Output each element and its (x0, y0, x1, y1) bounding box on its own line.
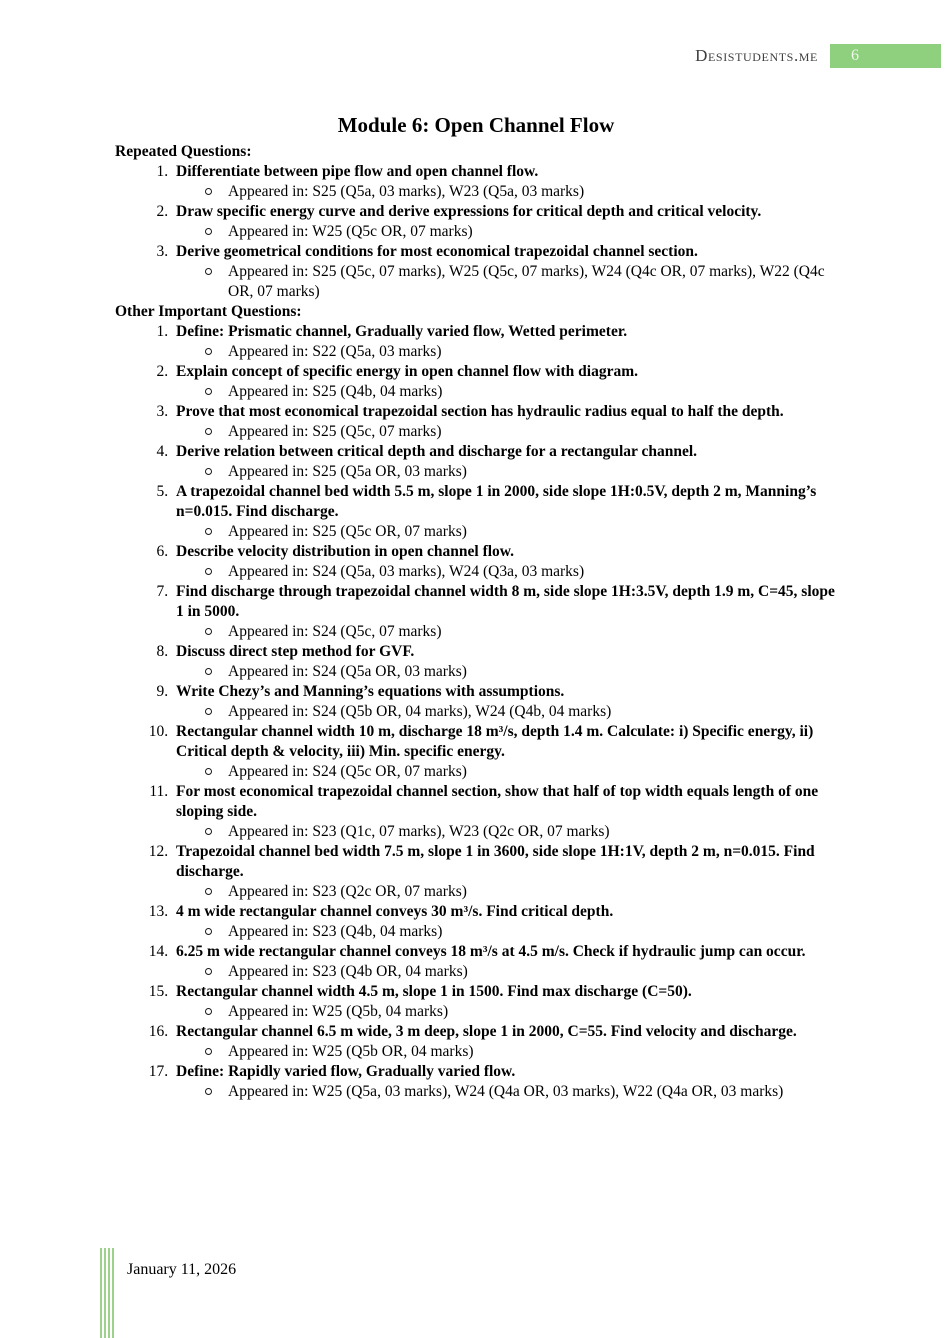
question-text: 10. Rectangular channel width 10 m, discharge 18 m³/s, depth 1.4 m. Calculate: i) Specific energy, ii) Critical depth & velocity, iii) Min. specific energy. (176, 723, 814, 760)
question-text: 11. For most economical trapezoidal channel section, show that half of top width equals length of one sloping side. (176, 783, 819, 820)
circle-bullet-icon (205, 1008, 212, 1015)
circle-bullet-icon (205, 888, 212, 895)
question-item (172, 842, 837, 902)
appeared-in-line (176, 562, 837, 582)
question-item (172, 642, 837, 682)
appeared-in-text: Appeared in: S24 (Q5c OR, 07 marks) (228, 763, 467, 780)
appeared-in-text: Appeared in: S24 (Q5c, 07 marks) (228, 623, 442, 640)
question-text: 3. Derive geometrical conditions for most economical trapezoidal channel section. (176, 243, 698, 260)
appeared-in-text: Appeared in: S25 (Q5c OR, 07 marks) (228, 523, 467, 540)
question-item (172, 442, 837, 482)
question-text: 5. A trapezoidal channel bed width 5.5 m, slope 1 in 2000, side slope 1H:0.5V, depth 2 m, Manning’s n=0.015. Find discharge. (176, 483, 817, 520)
appeared-in-line (176, 662, 837, 682)
appeared-in-text: Appeared in: S22 (Q5a, 03 marks) (228, 343, 442, 360)
question-item (172, 482, 837, 542)
circle-bullet-icon (205, 968, 212, 975)
circle-bullet-icon (205, 568, 212, 575)
circle-bullet-icon (205, 628, 212, 635)
circle-bullet-icon (205, 928, 212, 935)
question-text: 15. Rectangular channel width 4.5 m, slope 1 in 1500. Find max discharge (C=50). (176, 983, 692, 1000)
appeared-in-line (176, 522, 837, 542)
question-item (172, 942, 837, 982)
appeared-in-line (176, 1082, 837, 1102)
circle-bullet-icon (205, 528, 212, 535)
question-text: 6. Describe velocity distribution in open channel flow. (176, 543, 514, 560)
appeared-in-line (176, 182, 837, 202)
appeared-in-text: Appeared in: S24 (Q5a, 03 marks), W24 (Q3a, 03 marks) (228, 563, 585, 580)
circle-bullet-icon (205, 188, 212, 195)
question-item (172, 582, 837, 642)
appeared-in-text: Appeared in: S25 (Q5c, 07 marks), W25 (Q5c, 07 marks), W24 (Q4c OR, 07 marks), W22 (Q4c OR, 07 marks) (228, 263, 825, 300)
appeared-in-text: Appeared in: S23 (Q4b, 04 marks) (228, 923, 443, 940)
question-item (172, 362, 837, 402)
appeared-in-text: Appeared in: W25 (Q5b OR, 04 marks) (228, 1043, 474, 1060)
appeared-in-line (176, 702, 837, 722)
footer-date: January 11, 2026 (127, 1261, 237, 1278)
question-text: 13. 4 m wide rectangular channel conveys 30 m³/s. Find critical depth. (176, 903, 614, 920)
question-text: 12. Trapezoidal channel bed width 7.5 m, slope 1 in 3600, side slope 1H:1V, depth 2 m, n=0.015. Find discharge. (176, 843, 815, 880)
appeared-in-line (176, 822, 837, 842)
appeared-in-text: Appeared in: S24 (Q5b OR, 04 marks), W24 (Q4b, 04 marks) (228, 703, 612, 720)
appeared-in-text: Appeared in: W25 (Q5b, 04 marks) (228, 1003, 449, 1020)
page-number-badge: 6 (830, 44, 941, 68)
appeared-in-text: Appeared in: S23 (Q2c OR, 07 marks) (228, 883, 467, 900)
question-text: 7. Find discharge through trapezoidal channel width 8 m, side slope 1H:3.5V, depth 1.9 m, C=45, slope 1 in 5000. (176, 583, 835, 620)
appeared-in-line (176, 1042, 837, 1062)
appeared-in-line (176, 222, 837, 242)
question-item (172, 242, 837, 302)
appeared-in-line (176, 342, 837, 362)
appeared-in-line (176, 422, 837, 442)
appeared-in-text: Appeared in: S23 (Q1c, 07 marks), W23 (Q2c OR, 07 marks) (228, 823, 610, 840)
appeared-in-text: Appeared in: S25 (Q5a, 03 marks), W23 (Q5a, 03 marks) (228, 183, 585, 200)
appeared-in-line (176, 1002, 837, 1022)
question-text: 2. Draw specific energy curve and derive expressions for critical depth and critical velocity. (176, 203, 762, 220)
document-content (115, 112, 837, 1102)
question-item (172, 322, 837, 362)
circle-bullet-icon (205, 1048, 212, 1055)
question-item (172, 542, 837, 582)
question-list (115, 162, 837, 302)
question-text: 3. Prove that most economical trapezoidal section has hydraulic radius equal to half the depth. (176, 403, 784, 420)
question-item (172, 162, 837, 202)
appeared-in-text: Appeared in: W25 (Q5a, 03 marks), W24 (Q4a OR, 03 marks), W22 (Q4a OR, 03 marks) (228, 1083, 784, 1100)
section-heading: Repeated Questions: (115, 143, 252, 160)
circle-bullet-icon (205, 1088, 212, 1095)
question-sections (115, 142, 837, 1102)
circle-bullet-icon (205, 468, 212, 475)
appeared-in-text: Appeared in: W25 (Q5c OR, 07 marks) (228, 223, 473, 240)
appeared-in-line (176, 882, 837, 902)
appeared-in-line (176, 922, 837, 942)
question-list (115, 322, 837, 1102)
question-text: 1. Differentiate between pipe flow and open channel flow. (176, 163, 539, 180)
site-name: Desistudents.me (695, 46, 818, 65)
appeared-in-text: Appeared in: S25 (Q4b, 04 marks) (228, 383, 443, 400)
appeared-in-text: Appeared in: S24 (Q5a OR, 03 marks) (228, 663, 467, 680)
circle-bullet-icon (205, 708, 212, 715)
question-text: 17. Define: Rapidly varied flow, Gradually varied flow. (176, 1063, 516, 1080)
appeared-in-text: Appeared in: S25 (Q5a OR, 03 marks) (228, 463, 467, 480)
appeared-in-text: Appeared in: S23 (Q4b OR, 04 marks) (228, 963, 468, 980)
circle-bullet-icon (205, 228, 212, 235)
question-item (172, 682, 837, 722)
green-ruler-lines-icon (100, 1248, 114, 1338)
appeared-in-line (176, 262, 837, 302)
appeared-in-line (176, 462, 837, 482)
question-text: 8. Discuss direct step method for GVF. (176, 643, 415, 660)
question-item (172, 722, 837, 782)
question-item (172, 782, 837, 842)
section-heading: Other Important Questions: (115, 303, 302, 320)
question-item (172, 402, 837, 442)
appeared-in-line (176, 622, 837, 642)
circle-bullet-icon (205, 388, 212, 395)
appeared-in-line (176, 962, 837, 982)
circle-bullet-icon (205, 828, 212, 835)
question-item (172, 982, 837, 1022)
question-text: 14. 6.25 m wide rectangular channel conveys 18 m³/s at 4.5 m/s. Check if hydraulic jump can occur. (176, 943, 806, 960)
appeared-in-text: Appeared in: S25 (Q5c, 07 marks) (228, 423, 442, 440)
question-text: 2. Explain concept of specific energy in open channel flow with diagram. (176, 363, 638, 380)
appeared-in-line (176, 762, 837, 782)
question-item (172, 1022, 837, 1062)
circle-bullet-icon (205, 768, 212, 775)
appeared-in-line (176, 382, 837, 402)
circle-bullet-icon (205, 428, 212, 435)
question-item (172, 1062, 837, 1102)
question-text: 16. Rectangular channel 6.5 m wide, 3 m deep, slope 1 in 2000, C=55. Find velocity and discharge. (176, 1023, 797, 1040)
circle-bullet-icon (205, 668, 212, 675)
circle-bullet-icon (205, 348, 212, 355)
question-text: 4. Derive relation between critical depth and discharge for a rectangular channel. (176, 443, 698, 460)
circle-bullet-icon (205, 268, 212, 275)
question-item (172, 902, 837, 942)
question-item (172, 202, 837, 242)
question-text: 9. Write Chezy’s and Manning’s equations with assumptions. (176, 683, 565, 700)
question-text: 1. Define: Prismatic channel, Gradually varied flow, Wetted perimeter. (176, 323, 628, 340)
page-title: Module 6: Open Channel Flow (337, 113, 615, 137)
